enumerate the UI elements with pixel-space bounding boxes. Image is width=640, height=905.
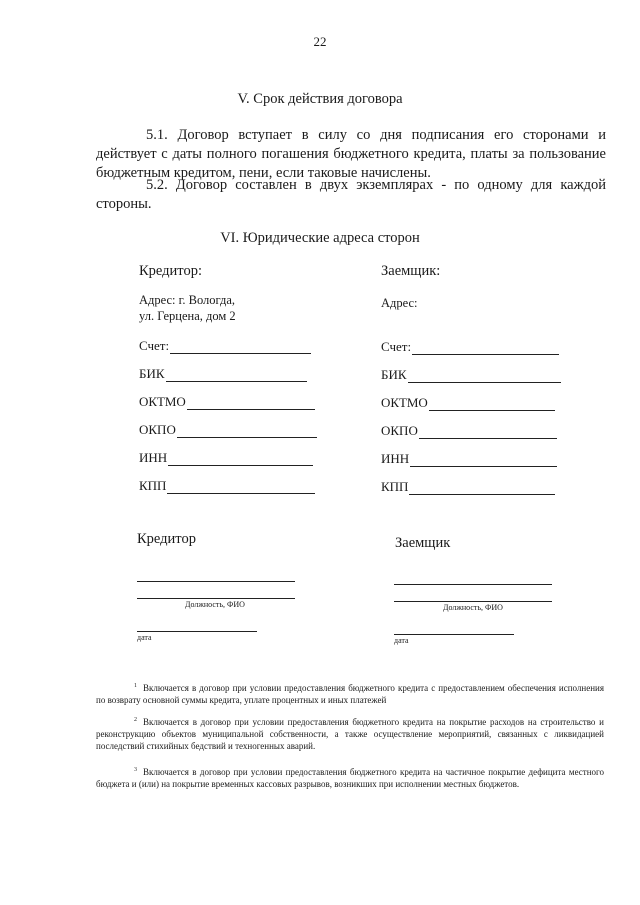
borrower-position-line[interactable] bbox=[394, 601, 552, 602]
footnote-2 bbox=[96, 714, 604, 752]
creditor-oktmo-field[interactable] bbox=[139, 392, 315, 410]
field-label: БИК bbox=[381, 367, 407, 382]
footnote-text: Включается в договор при условии предоставления бюджетного кредита на частичное покрытие дефицита местного бюджета и (или) на покрытие временных кассовых разрывов, возникших при исполнении местных бюджетов. bbox=[96, 767, 604, 789]
clause-5-2: 5.2. Договор составлен в двух экземплярах - по одному для каждой стороны. bbox=[96, 177, 606, 212]
creditor-signature-line[interactable] bbox=[137, 581, 295, 582]
creditor-inn-field[interactable] bbox=[139, 448, 313, 466]
footnote-1 bbox=[96, 680, 604, 706]
field-label: ОКТМО bbox=[139, 394, 186, 409]
clause-5-1: 5.1. Договор вступает в силу со дня подписания его сторонами и действует с даты полного погашения бюджетного кредита, платы за пользование бюджетным кредитом, пени, если таковые начислены. bbox=[96, 127, 606, 181]
field-line bbox=[412, 342, 559, 355]
borrower-kpp-field[interactable] bbox=[381, 477, 555, 495]
creditor-okpo-field[interactable] bbox=[139, 420, 317, 438]
field-line bbox=[409, 482, 555, 495]
borrower-address-line1: Адрес: bbox=[381, 296, 418, 310]
field-line bbox=[429, 398, 555, 411]
creditor-position-caption: Должность, ФИО bbox=[185, 600, 245, 609]
creditor-account-field[interactable] bbox=[139, 336, 311, 354]
creditor-kpp-field[interactable] bbox=[139, 476, 315, 494]
field-label: БИК bbox=[139, 366, 165, 381]
field-line bbox=[170, 341, 311, 354]
borrower-position-caption: Должность, ФИО bbox=[443, 603, 503, 612]
field-label: КПП bbox=[139, 478, 167, 493]
borrower-account-field[interactable] bbox=[381, 337, 559, 355]
field-line bbox=[187, 397, 315, 410]
field-line bbox=[167, 481, 315, 494]
creditor-heading: Кредитор: bbox=[139, 263, 202, 279]
borrower-signature-label: Заемщик bbox=[395, 535, 451, 551]
field-label: КПП bbox=[381, 479, 409, 494]
field-label: ИНН bbox=[139, 450, 168, 465]
field-label: Счет: bbox=[139, 338, 170, 353]
field-label: ОКТМО bbox=[381, 395, 428, 410]
creditor-bik-field[interactable] bbox=[139, 364, 307, 382]
footnote-text: Включается в договор при условии предоставления бюджетного кредита на покрытие расходов на строительство и реконструкцию объектов муниципальной собственности, а также осуществление мероприятий, связанных с ликвидацией последствий стихийных бедствий и техногенных аварий. bbox=[96, 717, 604, 751]
section-5-title: V. Срок действия договора bbox=[237, 91, 403, 107]
creditor-position-line[interactable] bbox=[137, 598, 295, 599]
section-6-title: VI. Юридические адреса сторон bbox=[220, 230, 420, 246]
borrower-date-line[interactable] bbox=[394, 634, 514, 635]
footnote-mark: 3 bbox=[134, 767, 137, 773]
creditor-address-line2: ул. Герцена, дом 2 bbox=[139, 309, 236, 323]
field-label: ОКПО bbox=[381, 423, 418, 438]
footnote-3 bbox=[96, 764, 604, 790]
borrower-heading: Заемщик: bbox=[381, 263, 441, 279]
footnote-mark: 1 bbox=[134, 683, 137, 689]
borrower-bik-field[interactable] bbox=[381, 365, 561, 383]
creditor-date-caption: дата bbox=[137, 633, 152, 642]
borrower-signature-line[interactable] bbox=[394, 584, 552, 585]
page-number: 22 bbox=[313, 34, 327, 49]
borrower-date-caption: дата bbox=[394, 636, 409, 645]
borrower-oktmo-field[interactable] bbox=[381, 393, 555, 411]
field-line bbox=[168, 453, 313, 466]
field-line bbox=[408, 370, 561, 383]
creditor-date-line[interactable] bbox=[137, 631, 257, 632]
footnote-mark: 2 bbox=[134, 717, 137, 723]
field-label: ОКПО bbox=[139, 422, 176, 437]
field-label: Счет: bbox=[381, 339, 412, 354]
field-line bbox=[419, 426, 557, 439]
field-line bbox=[177, 425, 317, 438]
field-line bbox=[166, 369, 307, 382]
field-label: ИНН bbox=[381, 451, 410, 466]
field-line bbox=[410, 454, 557, 467]
footnote-text: Включается в договор при условии предоставления бюджетного кредита с предоставлением обеспечения исполнения по возврату основной суммы кредита, уплате процентных и иных платежей bbox=[96, 683, 604, 705]
borrower-inn-field[interactable] bbox=[381, 449, 557, 467]
borrower-okpo-field[interactable] bbox=[381, 421, 557, 439]
creditor-address-line1: Адрес: г. Вологда, bbox=[139, 293, 236, 307]
creditor-signature-label: Кредитор bbox=[137, 531, 196, 547]
